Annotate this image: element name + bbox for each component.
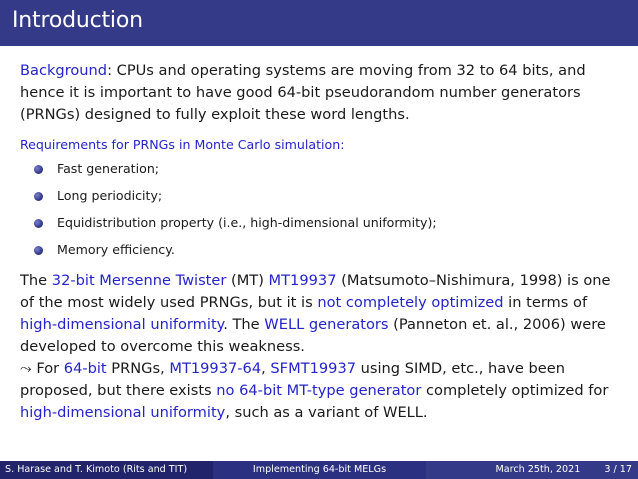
bullet-text: Equidistribution property (i.e., high-dimensional uniformity); [57,215,437,230]
hdu-term: high-dimensional uniformity [20,404,226,421]
text-run: For [31,360,64,377]
text-run: , [261,360,271,377]
text-run: completely optimized for [421,382,609,399]
list-item [20,160,620,187]
text-run: , such as a variant of WELL. [225,404,428,421]
bit64-term: 64-bit [63,360,107,377]
bullet-icon [34,246,43,255]
leads-to-arrow-icon: ⤳ [20,360,32,377]
list-item [20,241,620,268]
text-run: (MT) [226,272,269,289]
no64-term: no 64-bit MT-type generator [216,382,422,399]
bullet-text: Long periodicity; [57,188,163,203]
bullet-icon [34,219,43,228]
bullet-icon [34,192,43,201]
sfmt-term: SFMT19937 [270,360,357,377]
mt-paragraph [20,270,620,424]
text-run: . The [223,316,265,333]
footer-title: Implementing 64-bit MELGs [213,461,426,479]
bullet-text: Fast generation; [57,161,160,176]
text-run: (Panneton et. al., 2006) were developed to overcome this weakness. [20,316,606,355]
bullet-text: Memory efficiency. [57,242,175,257]
mt64-term: MT19937-64 [169,360,262,377]
list-item [20,187,620,214]
page-number: 3 / 17 [604,464,632,475]
background-label: Background [20,62,108,79]
background-paragraph [20,60,620,126]
title-bar [0,0,638,46]
footer-date: March 25th, 2021 [495,464,581,475]
bullet-icon [34,165,43,174]
text-run: PRNGs, [106,360,170,377]
well-term: WELL generators [264,316,389,333]
footer-right [426,461,638,479]
footer-authors: S. Harase and T. Kimoto (Rits and TIT) [0,461,213,479]
not-optimized-term: not completely optimized [317,294,504,311]
slide-content [20,60,620,424]
slide-title: Introduction [12,8,143,33]
footer-bar [0,461,638,479]
requirements-list [20,160,620,268]
text-run: using SIMD, etc., have been proposed, but there exists [20,360,565,399]
background-text: : CPUs and operating systems are moving from 32 to 64 bits, and hence it is important to have good 64-bit pseudorandom number generators (PRNGs) designed to fully exploit these word lengths. [20,62,586,123]
text-run: in terms of [503,294,588,311]
requirements-heading: Requirements for PRNGs in Monte Carlo simulation: [20,137,345,152]
list-item [20,214,620,241]
mt32-term: 32-bit Mersenne Twister [51,272,227,289]
text-run: (Matsumoto–Nishimura, 1998) is one of the most widely used PRNGs, but it is [20,272,611,311]
hdu-term: high-dimensional uniformity [20,316,224,333]
mt19937-term: MT19937 [268,272,337,289]
text-run: The [20,272,52,289]
